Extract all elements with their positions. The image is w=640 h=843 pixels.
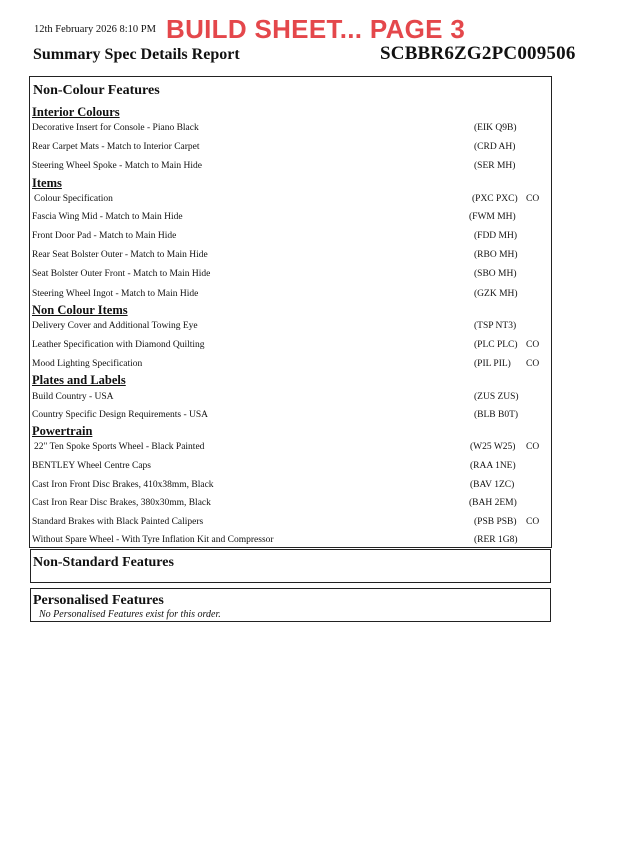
spec-row — [32, 392, 551, 406]
spec-description: Without Spare Wheel - With Tyre Inflation Kit and Compressor — [32, 535, 274, 545]
spec-code: (BLB B0T) — [474, 410, 519, 420]
spec-description: Fascia Wing Mid - Match to Main Hide — [32, 212, 183, 222]
personalised-features-note: No Personalised Features exist for this order. — [39, 609, 221, 620]
spec-row — [32, 250, 551, 264]
spec-row — [32, 442, 551, 456]
spec-row — [32, 142, 551, 156]
spec-code: (TSP NT3) — [474, 321, 517, 331]
section-plates-and-labels: Plates and Labels — [32, 373, 126, 387]
spec-row — [32, 161, 551, 175]
spec-code: (PIL PIL) — [474, 359, 511, 369]
spec-code: (PXC PXC) — [472, 194, 518, 204]
spec-code: (FDD MH) — [474, 231, 518, 241]
spec-row — [32, 461, 551, 475]
section-non-colour-items: Non Colour Items — [32, 303, 128, 317]
non-colour-features-box — [29, 76, 552, 548]
spec-row — [32, 123, 551, 137]
spec-description: Steering Wheel Ingot - Match to Main Hide — [32, 289, 199, 299]
spec-description: Front Door Pad - Match to Main Hide — [32, 231, 177, 241]
spec-description: Build Country - USA — [32, 392, 114, 402]
spec-code: (CRD AH) — [474, 142, 516, 152]
personalised-features-box — [30, 588, 551, 622]
spec-row — [32, 269, 551, 283]
spec-row — [32, 359, 551, 373]
report-title: Summary Spec Details Report — [33, 46, 240, 63]
spec-row — [32, 410, 551, 424]
report-date-time: 12th February 2026 8:10 PM — [34, 24, 156, 35]
build-sheet-banner: BUILD SHEET... PAGE 3 — [166, 14, 466, 44]
spec-row — [32, 498, 551, 512]
spec-description: Rear Carpet Mats - Match to Interior Carpet — [32, 142, 200, 152]
spec-description: 22" Ten Spoke Sports Wheel - Black Painted — [34, 442, 205, 452]
spec-code: (SBO MH) — [474, 269, 517, 279]
spec-code: (EIK Q9B) — [474, 123, 517, 133]
spec-description: Leather Specification with Diamond Quilting — [32, 340, 205, 350]
non-standard-features-box — [30, 549, 551, 583]
spec-code: (RBO MH) — [474, 250, 518, 260]
vin-number: SCBBR6ZG2PC009506 — [380, 43, 576, 64]
non-standard-features-title: Non-Standard Features — [33, 555, 174, 570]
section-interior-colours: Interior Colours — [32, 105, 120, 119]
spec-flag: CO — [526, 194, 540, 204]
section-items: Items — [32, 176, 62, 190]
personalised-features-title: Personalised Features — [33, 593, 164, 608]
spec-row — [32, 194, 551, 208]
section-powertrain: Powertrain — [32, 424, 93, 438]
spec-row — [32, 212, 551, 226]
spec-description: Seat Bolster Outer Front - Match to Main Hide — [32, 269, 211, 279]
spec-row — [32, 321, 551, 335]
spec-description: Standard Brakes with Black Painted Calipers — [32, 517, 204, 527]
spec-code: (RER 1G8) — [474, 535, 518, 545]
spec-description: Colour Specification — [34, 194, 113, 204]
spec-code: (ZUS ZUS) — [474, 392, 519, 402]
spec-row — [32, 535, 551, 549]
spec-code: (BAH 2EM) — [469, 498, 517, 508]
spec-code: (GZK MH) — [474, 289, 518, 299]
spec-description: Country Specific Design Requirements - USA — [32, 410, 208, 420]
spec-code: (RAA 1NE) — [470, 461, 516, 471]
spec-description: Delivery Cover and Additional Towing Eye — [32, 321, 198, 331]
spec-description: BENTLEY Wheel Centre Caps — [32, 461, 151, 471]
spec-flag: CO — [526, 340, 540, 350]
spec-flag: CO — [526, 442, 540, 452]
spec-flag: CO — [526, 359, 540, 369]
spec-description: Mood Lighting Specification — [32, 359, 143, 369]
spec-description: Decorative Insert for Console - Piano Black — [32, 123, 199, 133]
spec-code: (PLC PLC) — [474, 340, 518, 350]
spec-flag: CO — [526, 517, 540, 527]
spec-code: (SER MH) — [474, 161, 516, 171]
spec-code: (W25 W25) — [470, 442, 516, 452]
spec-description: Cast Iron Rear Disc Brakes, 380x30mm, Black — [32, 498, 211, 508]
spec-description: Rear Seat Bolster Outer - Match to Main Hide — [32, 250, 208, 260]
non-colour-features-title: Non-Colour Features — [33, 83, 160, 98]
spec-code: (PSB PSB) — [474, 517, 517, 527]
spec-description: Steering Wheel Spoke - Match to Main Hide — [32, 161, 202, 171]
spec-code: (BAV 1ZC) — [470, 480, 515, 490]
spec-row — [32, 480, 551, 494]
spec-row — [32, 517, 551, 531]
spec-row — [32, 231, 551, 245]
spec-code: (FWM MH) — [469, 212, 516, 222]
spec-description: Cast Iron Front Disc Brakes, 410x38mm, Black — [32, 480, 214, 490]
spec-row — [32, 289, 551, 303]
spec-row — [32, 340, 551, 354]
